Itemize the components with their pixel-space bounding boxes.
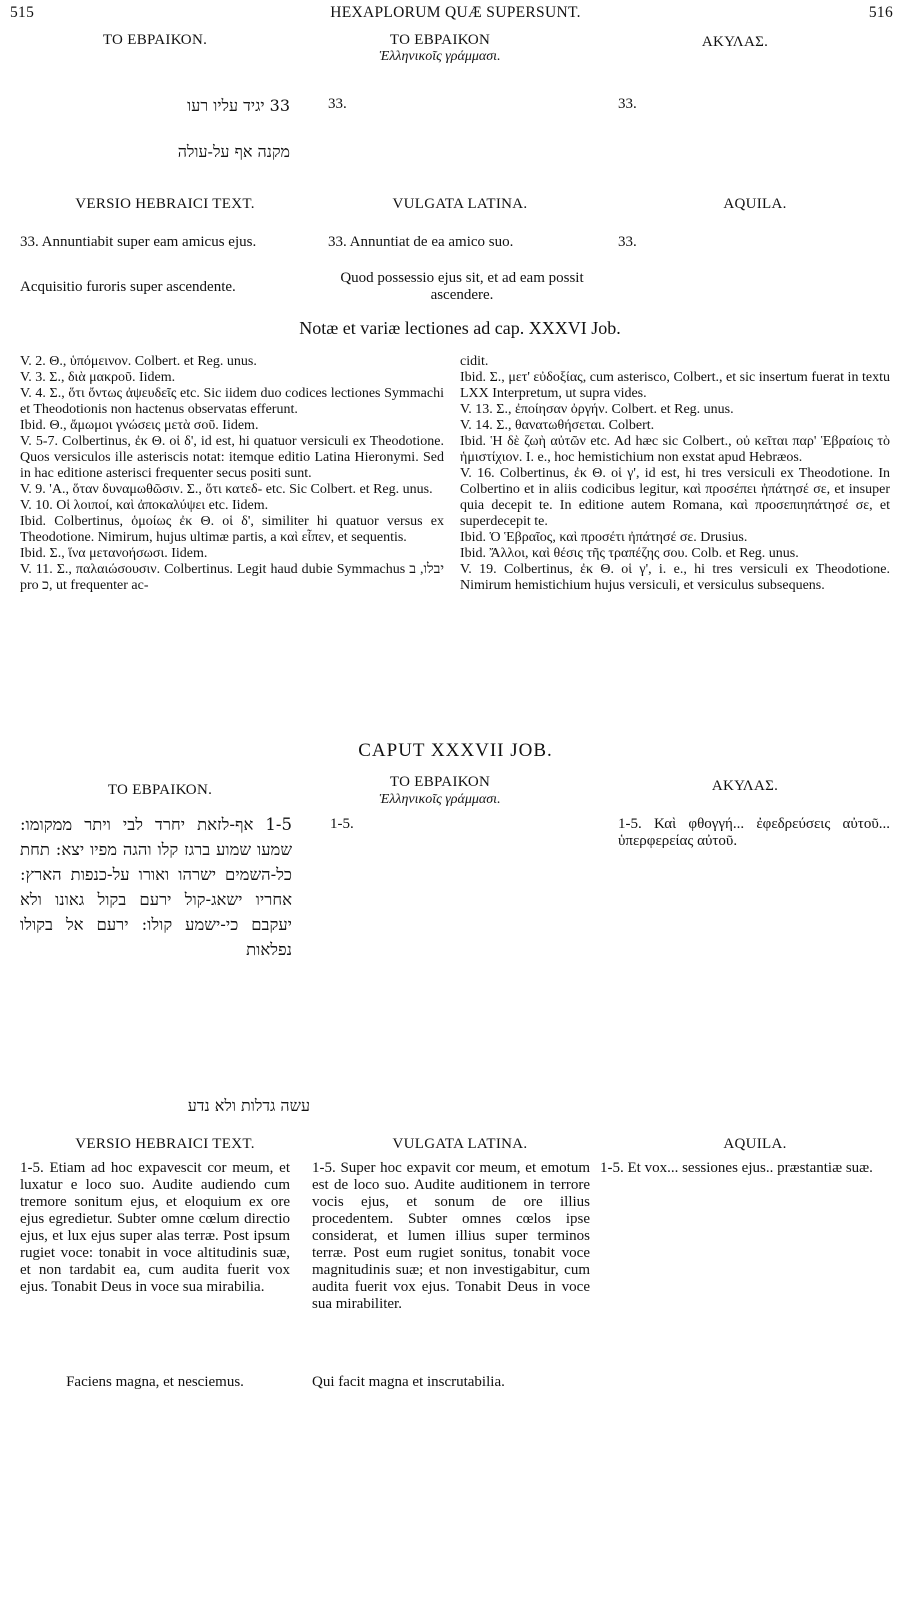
versio-verse-text: Faciens magna, et nesciemus. [66,1374,244,1390]
col-head-aquila-latin: AQUILA. [723,1136,787,1152]
col-head-vulgata: VULGATA LATINA. [392,196,528,212]
hebrew-verse-line: עשה גדלות ולא נדע [187,1096,310,1115]
col-subhead-greek-letters: Ἑλληνικοῖς γράμμασι. [379,49,501,64]
hebrew-text-block: 1-5 אף-לזאת יחרד לבי ויתר ממקומו: שמעו שמוע ברגז קלו והגה מפיו יצא: תחת כל-השמים ישרהו ואורו על-כנפות הארץ: אחריו ישאג-קול ירעם בקול גאונו ולא יעקבם כי-ישמע קולו: ירעם אל בקולו נפלאות [20,815,292,959]
col-head-hebrew-greek: ΤΟ ΕΒΡΑΙΚΟΝ [389,774,491,790]
aquila-latin-verse: 1-5. Et vox... sessiones ejus.. præstantiæ suæ. [600,1160,873,1176]
aquila-greek-verse: 1-5. Καὶ φθογγή... ἐφεδρεύσεις αὐτοῦ... ὑπερφερείας αὐτοῦ. [618,816,890,849]
notes-right-column: cidit. Ibid. Σ., μετ' εὐδοξίας, cum asterisco, Colbert., et sic insertum fuerat in textu LXX Interpretum, ut supra vides. V. 13. Σ., ἐποίησαν ὀργήν. Colbert. et Reg. unus. V. 14. Σ., θανατωθήσεται. Colbert. Ibid. Ἡ δὲ ζωὴ αὐτῶν etc. Ad hæc sic Colbert., οὐ κεῖται παρ' Ἑβραίοις τὸ ἡμιστίχιον. I. e., hoc hemistichium non exstat apud Hebræos. V. 16. Colbertinus, ἐκ Θ. οἱ γ', id est, hi tres versiculi ex Theodotione. In Colbertino et in aliis codicibus legitur, καὶ προσέπει ἠπάτησέ σε, et insuper quia decepit te. In editione autem Romana, καὶ προσεπιηπάτησέ σε, et superdecepit te. Ibid. Ὁ Ἑβραῖος, καὶ προσέτι ἠπάτησέ σε. Drusius. Ibid. Ἄλλοι, καὶ θέσις τῆς τραπέζης σου. Colb. et Reg. unus. V. 19. Colbertinus, ἐκ Θ. οἱ γ', i. e., hi tres versiculi ex Theodotione. Nimirum hemistichium hujus versiculi, et versiculus subsequens. [460,354,890,593]
greek-transliteration-verse: 1-5. [330,816,354,832]
col-head-versio: VERSIO HEBRAICI TEXT. [75,196,255,212]
versio-verse-text: 33. Annuntiabit super eam amicus ejus. [20,234,257,250]
aquila-latin-verse: 33. [618,234,637,250]
vulgata-verse-text: Qui facit magna et inscrutabilia. [312,1374,505,1390]
vulgata-verse-text: 1-5. Super hoc expavit cor meum, et emotum est de loco suo. Audite auditionem in terrore vocis ejus, et sonum de ore illius procedentem. Subter omnes cœlos ipse considerat, et lumen illius super terminos terræ. Post eum rugiet sonitus, tonabit voce magnitudinis suæ; et non investigabitur, cum audita fuerit vox ejus. Tonabit Deus in voce sua mirabiliter. [312,1160,590,1312]
chapter-title: CAPUT XXXVII JOB. [358,740,553,761]
versio-verse-text: 1-5. Etiam ad hoc expavescit cor meum, et luxatur e loco suo. Audite audiendo cum tremore sonitum ejus, et eloquium ex ore ejus egredietur. Subter omne cœlum directio ejus, et lux ejus super alas terræ. Post ipsum rugiet voce: tonabit in voce altitudinis suæ, et non tardabit ea, cum audita fuerit vox ejus. Tonabit Deus in voce sua mirabilia. [20,1160,290,1295]
col-head-hebrew: ΤΟ ΕΒΡΑΙΚΟΝ. [107,782,213,798]
versio-verse-text: Acquisitio furoris super ascendente. [20,279,236,295]
aquila-greek-verse: 33. [618,96,637,112]
col-head-hebrew-greek: ΤΟ ΕΒΡΑΙΚΟΝ [389,32,491,48]
running-title: HEXAPLORUM QUÆ SUPERSUNT. [330,4,581,21]
hebrew-verse-line: 33 יגיד עליו רעו [187,96,290,115]
page-number-right: 516 [868,4,893,21]
vulgata-verse-text: Quod possessio ejus sit, et ad eam possit ascendere. [340,270,584,303]
col-head-aquila: ΑΚΥΛΑΣ. [701,34,769,50]
col-head-aquila-latin: AQUILA. [723,196,787,212]
col-head-versio: VERSIO HEBRAICI TEXT. [75,1136,255,1152]
vulgata-verse-text: 33. Annuntiat de ea amico suo. [328,234,514,250]
notes-left-column: V. 2. Θ., ὑπόμεινον. Colbert. et Reg. unus. V. 3. Σ., διὰ μακροῦ. Iidem. V. 4. Σ., ὅτι ὄντως ἀψευδεῖς etc. Sic iidem duo codices lectiones Symmachi et Theodotionis non hactenus observatas efferunt. Ibid. Θ., ἄμωμοι γνώσεις μετὰ σοῦ. Iidem. V. 5-7. Colbertinus, ἐκ Θ. οἱ δ', id est, hi quatuor versiculi ex Theodotione. Quos versiculos ille asteriscis notat: itemque editio Latina Hieronymi. Sed in hac editione asterisci frequenter secus positi sunt. V. 9. 'Α., ὅταν δυναμωθῶσιν. Σ., ὅτι κατεδ- etc. Sic Colbert. et Reg. unus. V. 10. Οἱ λοιποί, καὶ ἀποκαλύψει etc. Iidem. Ibid. Colbertinus, ὁμοίως ἐκ Θ. οἱ δ', similiter hi quatuor versus ex Theodotione. Nimirum, hujus ultimæ partis, a καὶ εἶπεν, et sequentis. Ibid. Σ., ἵνα μετανοήσωσι. Iidem. V. 11. Σ., παλαιώσουσιν. Colbertinus. Legit haud dubie Symmachus יבלו, ב pro כ, ut frequenter ac- [20,354,444,593]
col-head-aquila: ΑΚΥΛΑΣ. [711,778,779,794]
notes-title: Notæ et variæ lectiones ad cap. XXXVI Job. [299,318,621,338]
col-subhead-greek-letters: Ἑλληνικοῖς γράμμασι. [379,792,501,807]
hebrew-verse-line: מקנה אף על-עולה [177,142,290,161]
col-head-vulgata: VULGATA LATINA. [392,1136,528,1152]
greek-transliteration-verse: 33. [328,96,347,112]
page-number-left: 515 [10,4,35,21]
col-head-hebrew: ΤΟ ΕΒΡΑΙΚΟΝ. [102,32,208,48]
